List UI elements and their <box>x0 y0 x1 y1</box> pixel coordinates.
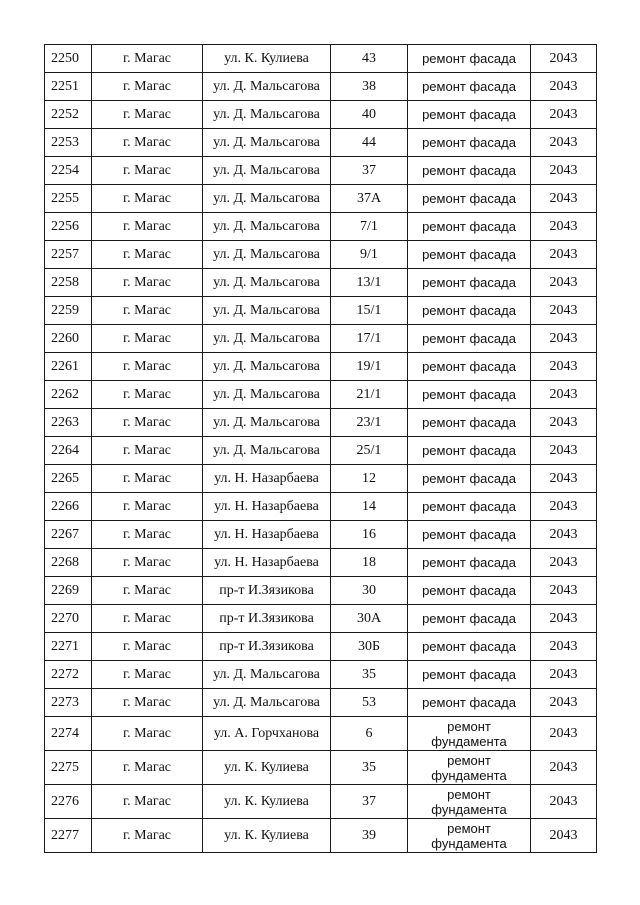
row-number: 2258 <box>45 269 92 297</box>
city-cell: г. Магас <box>92 549 203 577</box>
street-cell: пр-т И.Зязикова <box>203 633 331 661</box>
work-type-cell: ремонт фундамента <box>408 717 531 751</box>
house-number-cell: 40 <box>331 101 408 129</box>
row-number: 2277 <box>45 819 92 853</box>
year-cell: 2043 <box>531 521 597 549</box>
year-cell: 2043 <box>531 129 597 157</box>
table-row <box>45 157 597 185</box>
house-number-cell: 6 <box>331 717 408 751</box>
house-number-cell: 53 <box>331 689 408 717</box>
table-row <box>45 73 597 101</box>
row-number: 2256 <box>45 213 92 241</box>
row-number: 2270 <box>45 605 92 633</box>
year-cell: 2043 <box>531 185 597 213</box>
row-number: 2265 <box>45 465 92 493</box>
table-row <box>45 241 597 269</box>
work-type-cell: ремонт фасада <box>408 213 531 241</box>
row-number: 2271 <box>45 633 92 661</box>
house-number-cell: 37 <box>331 157 408 185</box>
table-row <box>45 297 597 325</box>
city-cell: г. Магас <box>92 241 203 269</box>
house-number-cell: 37 <box>331 785 408 819</box>
year-cell: 2043 <box>531 269 597 297</box>
year-cell: 2043 <box>531 493 597 521</box>
table-row <box>45 129 597 157</box>
work-type-cell: ремонт фасада <box>408 437 531 465</box>
city-cell: г. Магас <box>92 785 203 819</box>
row-number: 2263 <box>45 409 92 437</box>
table-row <box>45 409 597 437</box>
table-row <box>45 437 597 465</box>
row-number: 2262 <box>45 381 92 409</box>
year-cell: 2043 <box>531 241 597 269</box>
work-type-cell: ремонт фасада <box>408 465 531 493</box>
work-type-cell: ремонт фасада <box>408 129 531 157</box>
table-row <box>45 45 597 73</box>
year-cell: 2043 <box>531 689 597 717</box>
city-cell: г. Магас <box>92 101 203 129</box>
street-cell: ул. Д. Мальсагова <box>203 213 331 241</box>
work-type-cell: ремонт фасада <box>408 577 531 605</box>
house-number-cell: 13/1 <box>331 269 408 297</box>
street-cell: ул. Д. Мальсагова <box>203 241 331 269</box>
table-row <box>45 577 597 605</box>
work-type-cell: ремонт фасада <box>408 605 531 633</box>
row-number: 2261 <box>45 353 92 381</box>
street-cell: ул. Д. Мальсагова <box>203 381 331 409</box>
work-type-cell: ремонт фасада <box>408 353 531 381</box>
table-row <box>45 213 597 241</box>
year-cell: 2043 <box>531 633 597 661</box>
work-type-cell: ремонт фасада <box>408 381 531 409</box>
street-cell: ул. Д. Мальсагова <box>203 325 331 353</box>
house-number-cell: 30Б <box>331 633 408 661</box>
street-cell: ул. Д. Мальсагова <box>203 269 331 297</box>
city-cell: г. Магас <box>92 521 203 549</box>
work-type-cell: ремонт фасада <box>408 185 531 213</box>
work-type-cell: ремонт фасада <box>408 521 531 549</box>
city-cell: г. Магас <box>92 409 203 437</box>
row-number: 2253 <box>45 129 92 157</box>
street-cell: ул. Н. Назарбаева <box>203 465 331 493</box>
house-number-cell: 16 <box>331 521 408 549</box>
row-number: 2260 <box>45 325 92 353</box>
table-body <box>45 45 597 853</box>
street-cell: ул. Н. Назарбаева <box>203 549 331 577</box>
city-cell: г. Магас <box>92 325 203 353</box>
city-cell: г. Магас <box>92 633 203 661</box>
row-number: 2268 <box>45 549 92 577</box>
work-type-cell: ремонт фундамента <box>408 819 531 853</box>
year-cell: 2043 <box>531 381 597 409</box>
house-number-cell: 38 <box>331 73 408 101</box>
row-number: 2250 <box>45 45 92 73</box>
house-number-cell: 14 <box>331 493 408 521</box>
city-cell: г. Магас <box>92 493 203 521</box>
year-cell: 2043 <box>531 45 597 73</box>
city-cell: г. Магас <box>92 437 203 465</box>
work-type-cell: ремонт фасада <box>408 409 531 437</box>
row-number: 2275 <box>45 751 92 785</box>
row-number: 2273 <box>45 689 92 717</box>
work-type-cell: ремонт фасада <box>408 325 531 353</box>
table-row <box>45 785 597 819</box>
year-cell: 2043 <box>531 437 597 465</box>
city-cell: г. Магас <box>92 381 203 409</box>
repair-schedule-table <box>44 44 597 853</box>
city-cell: г. Магас <box>92 465 203 493</box>
year-cell: 2043 <box>531 73 597 101</box>
house-number-cell: 43 <box>331 45 408 73</box>
row-number: 2269 <box>45 577 92 605</box>
work-type-cell: ремонт фасада <box>408 689 531 717</box>
year-cell: 2043 <box>531 213 597 241</box>
work-type-cell: ремонт фасада <box>408 493 531 521</box>
table-row <box>45 633 597 661</box>
street-cell: ул. Д. Мальсагова <box>203 73 331 101</box>
house-number-cell: 21/1 <box>331 381 408 409</box>
work-type-cell: ремонт фасада <box>408 241 531 269</box>
city-cell: г. Магас <box>92 751 203 785</box>
house-number-cell: 30 <box>331 577 408 605</box>
city-cell: г. Магас <box>92 157 203 185</box>
row-number: 2255 <box>45 185 92 213</box>
city-cell: г. Магас <box>92 717 203 751</box>
table-row <box>45 521 597 549</box>
house-number-cell: 25/1 <box>331 437 408 465</box>
table-row <box>45 185 597 213</box>
work-type-cell: ремонт фундамента <box>408 751 531 785</box>
house-number-cell: 17/1 <box>331 325 408 353</box>
row-number: 2259 <box>45 297 92 325</box>
city-cell: г. Магас <box>92 213 203 241</box>
row-number: 2252 <box>45 101 92 129</box>
table-row <box>45 493 597 521</box>
street-cell: ул. Д. Мальсагова <box>203 101 331 129</box>
house-number-cell: 35 <box>331 751 408 785</box>
table-row <box>45 353 597 381</box>
year-cell: 2043 <box>531 465 597 493</box>
street-cell: пр-т И.Зязикова <box>203 577 331 605</box>
street-cell: пр-т И.Зязикова <box>203 605 331 633</box>
year-cell: 2043 <box>531 661 597 689</box>
street-cell: ул. Д. Мальсагова <box>203 297 331 325</box>
work-type-cell: ремонт фасада <box>408 633 531 661</box>
table-row <box>45 689 597 717</box>
street-cell: ул. Д. Мальсагова <box>203 409 331 437</box>
table-row <box>45 269 597 297</box>
work-type-cell: ремонт фасада <box>408 297 531 325</box>
house-number-cell: 7/1 <box>331 213 408 241</box>
work-type-cell: ремонт фасада <box>408 45 531 73</box>
year-cell: 2043 <box>531 717 597 751</box>
house-number-cell: 39 <box>331 819 408 853</box>
house-number-cell: 15/1 <box>331 297 408 325</box>
street-cell: ул. Д. Мальсагова <box>203 157 331 185</box>
row-number: 2251 <box>45 73 92 101</box>
work-type-cell: ремонт фасада <box>408 269 531 297</box>
year-cell: 2043 <box>531 297 597 325</box>
row-number: 2276 <box>45 785 92 819</box>
year-cell: 2043 <box>531 409 597 437</box>
table-row <box>45 819 597 853</box>
street-cell: ул. Н. Назарбаева <box>203 493 331 521</box>
city-cell: г. Магас <box>92 129 203 157</box>
city-cell: г. Магас <box>92 689 203 717</box>
year-cell: 2043 <box>531 577 597 605</box>
table-row <box>45 605 597 633</box>
city-cell: г. Магас <box>92 353 203 381</box>
table-row <box>45 381 597 409</box>
year-cell: 2043 <box>531 605 597 633</box>
street-cell: ул. К. Кулиева <box>203 785 331 819</box>
row-number: 2272 <box>45 661 92 689</box>
city-cell: г. Магас <box>92 45 203 73</box>
street-cell: ул. К. Кулиева <box>203 751 331 785</box>
street-cell: ул. Д. Мальсагова <box>203 661 331 689</box>
city-cell: г. Магас <box>92 185 203 213</box>
city-cell: г. Магас <box>92 661 203 689</box>
table-row <box>45 101 597 129</box>
work-type-cell: ремонт фасада <box>408 549 531 577</box>
city-cell: г. Магас <box>92 269 203 297</box>
city-cell: г. Магас <box>92 297 203 325</box>
table-row <box>45 661 597 689</box>
house-number-cell: 12 <box>331 465 408 493</box>
year-cell: 2043 <box>531 157 597 185</box>
street-cell: ул. Д. Мальсагова <box>203 437 331 465</box>
street-cell: ул. Д. Мальсагова <box>203 185 331 213</box>
work-type-cell: ремонт фасада <box>408 661 531 689</box>
street-cell: ул. Д. Мальсагова <box>203 353 331 381</box>
row-number: 2264 <box>45 437 92 465</box>
table-row <box>45 465 597 493</box>
row-number: 2257 <box>45 241 92 269</box>
year-cell: 2043 <box>531 353 597 381</box>
year-cell: 2043 <box>531 101 597 129</box>
house-number-cell: 35 <box>331 661 408 689</box>
street-cell: ул. А. Горчханова <box>203 717 331 751</box>
city-cell: г. Магас <box>92 819 203 853</box>
work-type-cell: ремонт фасада <box>408 101 531 129</box>
street-cell: ул. Н. Назарбаева <box>203 521 331 549</box>
street-cell: ул. Д. Мальсагова <box>203 129 331 157</box>
house-number-cell: 37А <box>331 185 408 213</box>
work-type-cell: ремонт фасада <box>408 73 531 101</box>
row-number: 2254 <box>45 157 92 185</box>
row-number: 2267 <box>45 521 92 549</box>
table-row <box>45 549 597 577</box>
house-number-cell: 30А <box>331 605 408 633</box>
year-cell: 2043 <box>531 325 597 353</box>
year-cell: 2043 <box>531 819 597 853</box>
city-cell: г. Магас <box>92 605 203 633</box>
table-row <box>45 751 597 785</box>
work-type-cell: ремонт фундамента <box>408 785 531 819</box>
house-number-cell: 18 <box>331 549 408 577</box>
row-number: 2274 <box>45 717 92 751</box>
table-row <box>45 717 597 751</box>
city-cell: г. Магас <box>92 73 203 101</box>
row-number: 2266 <box>45 493 92 521</box>
city-cell: г. Магас <box>92 577 203 605</box>
street-cell: ул. К. Кулиева <box>203 45 331 73</box>
year-cell: 2043 <box>531 549 597 577</box>
house-number-cell: 23/1 <box>331 409 408 437</box>
house-number-cell: 44 <box>331 129 408 157</box>
year-cell: 2043 <box>531 785 597 819</box>
house-number-cell: 19/1 <box>331 353 408 381</box>
work-type-cell: ремонт фасада <box>408 157 531 185</box>
street-cell: ул. Д. Мальсагова <box>203 689 331 717</box>
table-row <box>45 325 597 353</box>
year-cell: 2043 <box>531 751 597 785</box>
street-cell: ул. К. Кулиева <box>203 819 331 853</box>
house-number-cell: 9/1 <box>331 241 408 269</box>
